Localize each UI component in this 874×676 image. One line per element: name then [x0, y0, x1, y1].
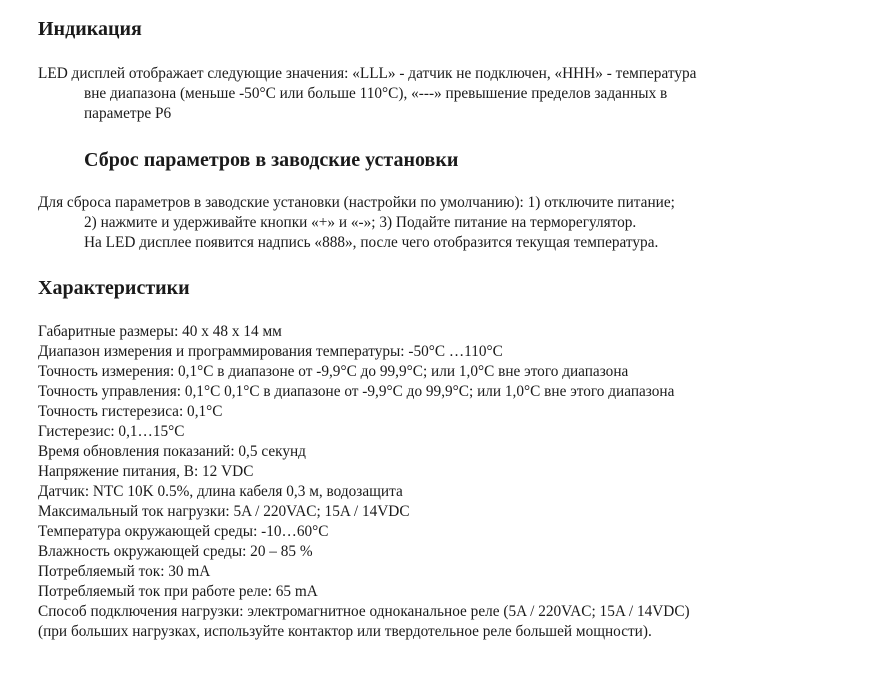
indication-heading: Индикация	[38, 18, 142, 40]
spec-item: Влажность окружающей среды: 20 – 85 %	[38, 543, 313, 560]
spec-item: Потребляемый ток при работе реле: 65 mA	[38, 583, 318, 600]
spec-item: Максимальный ток нагрузки: 5A / 220VAC; 15A / 14VDC	[38, 503, 410, 520]
spec-item: Датчик: NTC 10K 0.5%, длина кабеля 0,3 м, водозащита	[38, 483, 403, 500]
spec-item: Диапазон измерения и программирования температуры: -50°C …110°C	[38, 343, 503, 360]
spec-item: Гистерезис: 0,1…15°C	[38, 423, 185, 440]
reset-paragraph	[38, 193, 828, 253]
spec-item: Точность измерения: 0,1°C в диапазоне от -9,9°C до 99,9°C; или 1,0°C вне этого диапазона	[38, 363, 629, 380]
indication-line: вне диапазона (меньше -50°C или больше 110°C), «---» превышение пределов заданных в	[84, 85, 668, 102]
spec-item: Способ подключения нагрузки: электромагнитное одноканальное реле (5A / 220VAC; 15A / 14VDC)	[38, 603, 690, 620]
reset-line: Для сброса параметров в заводские установки (настройки по умолчанию): 1) отключите питание;	[38, 194, 675, 211]
spec-item: Время обновления показаний: 0,5 секунд	[38, 443, 306, 460]
characteristics-list	[38, 322, 690, 642]
spec-item: Потребляемый ток: 30 mA	[38, 563, 211, 580]
spec-item: (при больших нагрузках, используйте контактор или твердотельное реле большей мощности).	[38, 623, 652, 640]
reset-line: На LED дисплее появится надпись «888», после чего отобразится текущая температура.	[84, 234, 659, 251]
spec-item: Напряжение питания, В: 12 VDC	[38, 463, 254, 480]
spec-item: Точность управления: 0,1°C 0,1°C в диапазоне от -9,9°C до 99,9°C; или 1,0°C вне этого диапазона	[38, 383, 675, 400]
reset-heading: Сброс параметров в заводские установки	[84, 149, 459, 171]
spec-item: Точность гистерезиса: 0,1°C	[38, 403, 223, 420]
indication-line: LED дисплей отображает следующие значения: «LLL» - датчик не подключен, «HHH» - температура	[38, 65, 697, 82]
indication-line: параметре P6	[84, 105, 172, 122]
characteristics-heading: Характеристики	[38, 277, 190, 299]
reset-line: 2) нажмите и удерживайте кнопки «+» и «-»; 3) Подайте питание на терморегулятор.	[84, 214, 637, 231]
indication-paragraph	[38, 64, 828, 124]
spec-item: Температура окружающей среды: -10…60°C	[38, 523, 329, 540]
spec-item: Габаритные размеры: 40 х 48 х 14 мм	[38, 323, 282, 340]
